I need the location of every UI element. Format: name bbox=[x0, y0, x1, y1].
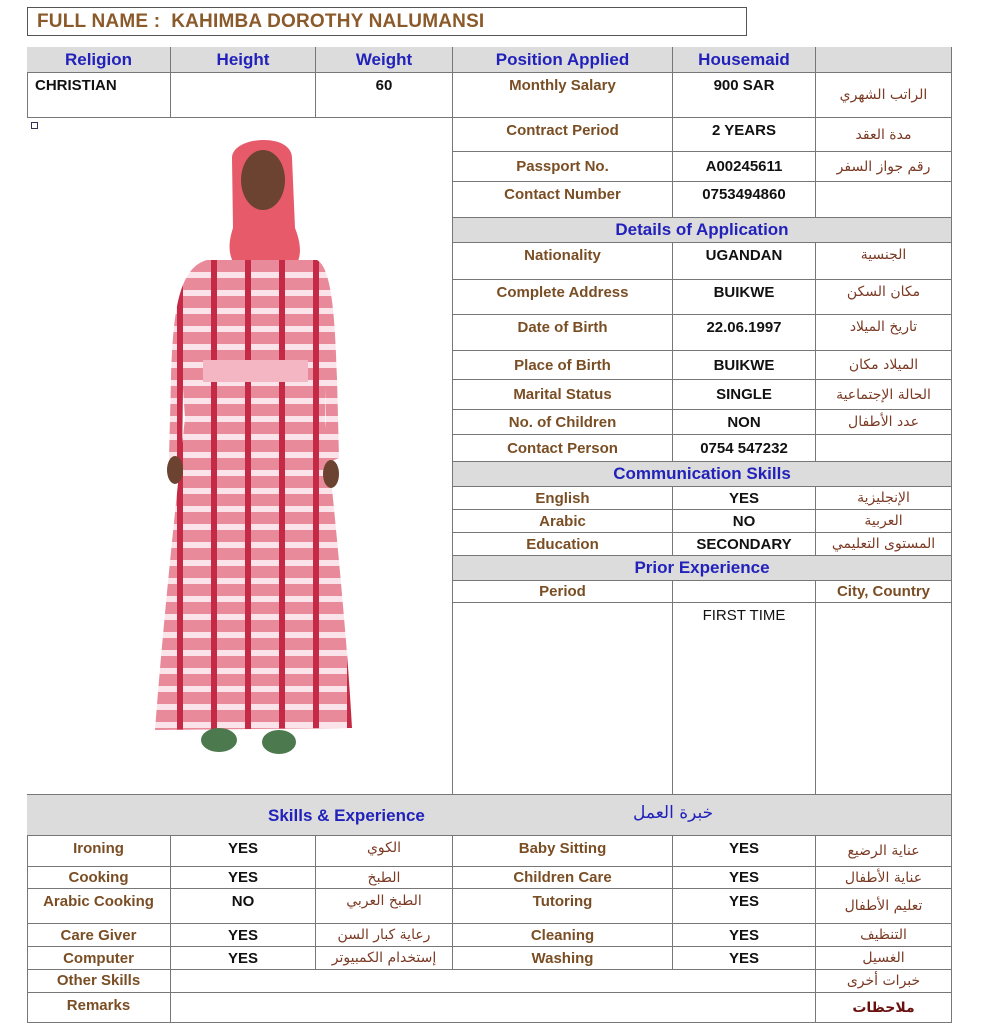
header-height: Height bbox=[171, 47, 316, 73]
belt-shape bbox=[203, 360, 308, 382]
detail-arabic: الجنسية bbox=[816, 243, 952, 280]
skill-value: YES bbox=[171, 867, 316, 889]
skill-value: YES bbox=[673, 867, 816, 889]
skill-arabic: الطبخ bbox=[316, 867, 453, 889]
other-skills-arabic: خبرات أخرى bbox=[816, 970, 952, 993]
monthly-salary-value: 900 SAR bbox=[673, 73, 816, 118]
passport-label: Passport No. bbox=[453, 152, 673, 182]
detail-arabic: الميلاد مكان bbox=[816, 351, 952, 380]
remarks-arabic: ملاحظات bbox=[816, 993, 952, 1023]
height-value bbox=[171, 73, 316, 118]
full-name-text: FULL NAME : KAHIMBA DOROTHY NALUMANSI bbox=[37, 11, 485, 32]
detail-arabic bbox=[816, 435, 952, 462]
detail-label: Place of Birth bbox=[453, 351, 673, 380]
header-religion: Religion bbox=[27, 47, 171, 73]
contract-period-value: 2 YEARS bbox=[673, 118, 816, 152]
detail-arabic: الحالة الإجتماعية bbox=[816, 380, 952, 410]
skill-label: Computer bbox=[27, 947, 171, 970]
dress-shape bbox=[155, 260, 352, 730]
skills-title-en: Skills & Experience bbox=[268, 806, 425, 825]
passport-value: A00245611 bbox=[673, 152, 816, 182]
detail-arabic: مكان السكن bbox=[816, 280, 952, 315]
contract-period-arabic: مدة العقد bbox=[816, 118, 952, 152]
applicant-photo bbox=[27, 118, 453, 795]
communication-arabic: الإنجليزية bbox=[816, 487, 952, 510]
communication-value: SECONDARY bbox=[673, 533, 816, 556]
skill-label: Cleaning bbox=[453, 924, 673, 947]
anchor-marker-icon bbox=[31, 122, 38, 129]
weight-value: 60 bbox=[316, 73, 453, 118]
communication-label: Arabic bbox=[453, 510, 673, 533]
detail-value: BUIKWE bbox=[673, 351, 816, 380]
communication-section-title: Communication Skills bbox=[453, 462, 952, 487]
skill-value: YES bbox=[673, 889, 816, 924]
contract-period-label: Contract Period bbox=[453, 118, 673, 152]
header-weight: Weight bbox=[316, 47, 453, 73]
detail-label: Nationality bbox=[453, 243, 673, 280]
prior-entry-cell: FIRST TIME bbox=[673, 603, 816, 795]
skill-label: Washing bbox=[453, 947, 673, 970]
skill-label: Children Care bbox=[453, 867, 673, 889]
skill-value: YES bbox=[171, 836, 316, 867]
skill-label: Arabic Cooking bbox=[27, 889, 171, 924]
communication-label: English bbox=[453, 487, 673, 510]
details-section-title: Details of Application bbox=[453, 218, 952, 243]
detail-value: 0754 547232 bbox=[673, 435, 816, 462]
skill-arabic: عناية الرضيع bbox=[816, 836, 952, 867]
skill-value: YES bbox=[673, 947, 816, 970]
prior-middle-header bbox=[673, 581, 816, 603]
skill-arabic: الكوي bbox=[316, 836, 453, 867]
detail-value: BUIKWE bbox=[673, 280, 816, 315]
prior-location-header: City, Country bbox=[816, 581, 952, 603]
detail-label: Complete Address bbox=[453, 280, 673, 315]
religion-value: CHRISTIAN bbox=[27, 73, 171, 118]
prior-period-cell bbox=[453, 603, 673, 795]
contact-number-arabic bbox=[816, 182, 952, 218]
left-sandal-shape bbox=[201, 728, 237, 752]
detail-value: UGANDAN bbox=[673, 243, 816, 280]
detail-arabic: تاريخ الميلاد bbox=[816, 315, 952, 351]
skill-arabic: الغسيل bbox=[816, 947, 952, 970]
skill-label: Ironing bbox=[27, 836, 171, 867]
header-blank bbox=[816, 47, 952, 73]
remarks-value bbox=[171, 993, 816, 1023]
passport-arabic: رقم جواز السفر bbox=[816, 152, 952, 182]
skill-arabic: عناية الأطفال bbox=[816, 867, 952, 889]
monthly-salary-arabic: الراتب الشهري bbox=[816, 73, 952, 118]
prior-location-cell bbox=[816, 603, 952, 795]
detail-arabic: عدد الأطفال bbox=[816, 410, 952, 435]
prior-experience-title: Prior Experience bbox=[453, 556, 952, 581]
face-shape bbox=[241, 150, 285, 210]
detail-label: Marital Status bbox=[453, 380, 673, 410]
contact-number-label: Contact Number bbox=[453, 182, 673, 218]
communication-arabic: العربية bbox=[816, 510, 952, 533]
skill-arabic: الطبخ العربي bbox=[316, 889, 453, 924]
skill-value: YES bbox=[673, 836, 816, 867]
prior-period-header: Period bbox=[453, 581, 673, 603]
other-skills-label: Other Skills bbox=[27, 970, 171, 993]
detail-value: 22.06.1997 bbox=[673, 315, 816, 351]
photo-cell bbox=[27, 118, 453, 795]
skill-arabic: إستخدام الكمبيوتر bbox=[316, 947, 453, 970]
detail-label: Contact Person bbox=[453, 435, 673, 462]
detail-value: SINGLE bbox=[673, 380, 816, 410]
skills-section-header bbox=[27, 795, 952, 836]
skill-value: NO bbox=[171, 889, 316, 924]
communication-value: NO bbox=[673, 510, 816, 533]
skill-label: Care Giver bbox=[27, 924, 171, 947]
detail-value: NON bbox=[673, 410, 816, 435]
monthly-salary-label: Monthly Salary bbox=[453, 73, 673, 118]
full-name-box bbox=[27, 7, 747, 36]
skill-value: YES bbox=[171, 947, 316, 970]
header-position-applied: Position Applied bbox=[453, 47, 673, 73]
contact-number-value: 0753494860 bbox=[673, 182, 816, 218]
skill-label: Baby Sitting bbox=[453, 836, 673, 867]
header-position-value: Housemaid bbox=[673, 47, 816, 73]
full-name: KAHIMBA DOROTHY NALUMANSI bbox=[171, 11, 485, 32]
detail-label: No. of Children bbox=[453, 410, 673, 435]
skill-arabic: التنظيف bbox=[816, 924, 952, 947]
detail-label: Date of Birth bbox=[453, 315, 673, 351]
communication-arabic: المستوى التعليمي bbox=[816, 533, 952, 556]
right-sandal-shape bbox=[262, 730, 296, 754]
other-skills-value bbox=[171, 970, 816, 993]
remarks-label: Remarks bbox=[27, 993, 171, 1023]
communication-label: Education bbox=[453, 533, 673, 556]
skill-arabic: رعاية كبار السن bbox=[316, 924, 453, 947]
communication-value: YES bbox=[673, 487, 816, 510]
skill-arabic: تعليم الأطفال bbox=[816, 889, 952, 924]
skill-value: YES bbox=[673, 924, 816, 947]
skills-title-ar: خبرة العمل bbox=[633, 803, 714, 823]
skill-value: YES bbox=[171, 924, 316, 947]
skill-label: Cooking bbox=[27, 867, 171, 889]
skill-label: Tutoring bbox=[453, 889, 673, 924]
